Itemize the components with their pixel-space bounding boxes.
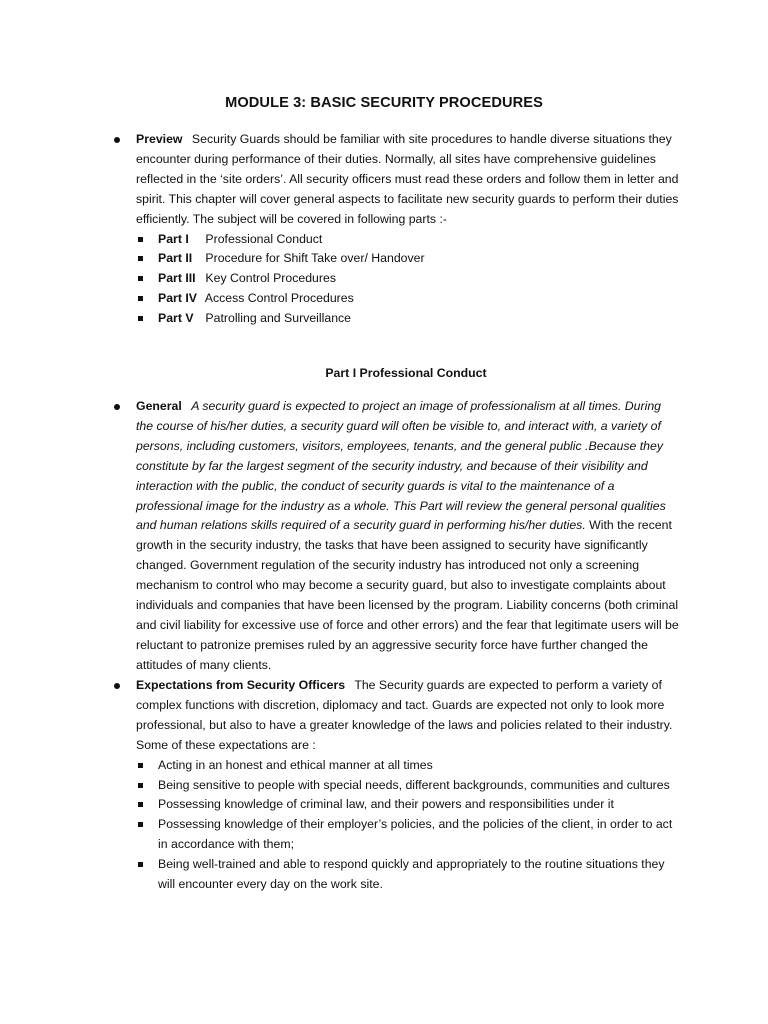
general-text: With the recent growth in the security industry, the tasks that have been assigned to security have significantly changed. Government regulation of the security industry has introduced not only a screening mechanism to control who may become a security guard, but also to investigate complaints about individuals and companies that have been licensed by the program. Liability concerns (both criminal and civil liability for excessive use of force and other errors) and the fear that legitimate users will be reluctant to patronize premises ruled by an aggressive security force have further changed the attitudes of many clients. — [136, 518, 679, 672]
list-item — [136, 230, 680, 250]
expectations-list — [136, 756, 680, 895]
general-italic-text: A security guard is expected to project an image of professionalism at all times. During the course of his/her duties, a security guard will often be visible to, and interact with, a variety of persons, including customers, visitors, employees, tenants, and the general public .Because they constitute by far the largest segment of the security industry, and because of their visibility and interaction with the public, the conduct of security guards is vital to the maintenance of a professional image for the industry as a whole. This Part will review the general personal qualities and human relations skills required of a security guard in performing his/her duties. — [136, 399, 666, 533]
preview-paragraph — [136, 130, 680, 230]
part-label: Part I — [158, 231, 189, 246]
square-bullet-icon — [138, 862, 143, 867]
preview-text: Security Guards should be familiar with site procedures to handle diverse situations they encounter during performance of their duties. Normally, all sites have comprehensive guidelines reflected in the ‘site orders’. All security officers must read these orders and follow them in letter and spirit. This chapter will cover general aspects to facilitate new security guards to perform their duties efficiently. The subject will be covered in following parts :- — [136, 132, 679, 226]
parts-list — [136, 230, 680, 330]
list-item — [136, 855, 680, 895]
square-bullet-icon — [138, 822, 143, 827]
list-item — [136, 795, 680, 815]
square-bullet-icon — [138, 237, 143, 242]
expectation-text: Possessing knowledge of their employer’s policies, and the policies of the client, in order to act in accordance with them; — [158, 817, 673, 852]
list-item — [136, 756, 680, 776]
list-item — [136, 309, 680, 329]
list-item — [136, 815, 680, 855]
part-text: Key Control Procedures — [205, 271, 336, 286]
part-text: Patrolling and Surveillance — [205, 311, 352, 326]
expectations-paragraph — [136, 676, 680, 756]
general-lead: General — [136, 399, 182, 413]
expectation-text: Being sensitive to people with special needs, different backgrounds, communities and cultures — [158, 777, 670, 792]
general-section — [136, 397, 680, 676]
list-item — [136, 289, 680, 309]
part-text: Professional Conduct — [205, 231, 323, 246]
section-heading: Part I Professional Conduct — [325, 366, 487, 380]
part-label: Part II — [158, 251, 193, 266]
expectations-section — [136, 676, 680, 895]
bullet-icon — [114, 137, 120, 143]
list-item — [136, 776, 680, 796]
page-title: MODULE 3: BASIC SECURITY PROCEDURES — [225, 95, 543, 111]
expectation-text: Possessing knowledge of criminal law, and their powers and responsibilities under it — [158, 797, 614, 812]
square-bullet-icon — [138, 316, 143, 321]
part-label: Part IV — [158, 291, 197, 306]
part-text: Procedure for Shift Take over/ Handover — [205, 251, 425, 266]
general-paragraph — [136, 397, 680, 676]
expectation-text: Being well-trained and able to respond quickly and appropriately to the routine situations they will encounter every day on the work site. — [158, 857, 665, 892]
square-bullet-icon — [138, 763, 143, 768]
square-bullet-icon — [138, 296, 143, 301]
bullet-icon — [114, 683, 120, 689]
list-item — [136, 249, 680, 269]
bullet-icon — [114, 404, 120, 410]
square-bullet-icon — [138, 276, 143, 281]
square-bullet-icon — [138, 783, 143, 788]
square-bullet-icon — [138, 802, 143, 807]
list-item — [136, 269, 680, 289]
part-label: Part III — [158, 271, 196, 286]
preview-section — [136, 130, 680, 329]
part-label: Part V — [158, 311, 194, 326]
part-text: Access Control Procedures — [204, 291, 354, 306]
preview-lead: Preview — [136, 132, 183, 146]
expectations-text: The Security guards are expected to perform a variety of complex functions with discretion, diplomacy and tact. Guards are expected not only to look more professional, but also to have a greater knowledge of the laws and policies related to their industry. Some of these expectations are : — [136, 678, 673, 752]
expectations-lead: Expectations from Security Officers — [136, 678, 346, 692]
expectation-text: Acting in an honest and ethical manner at all times — [158, 757, 433, 772]
square-bullet-icon — [138, 256, 143, 261]
